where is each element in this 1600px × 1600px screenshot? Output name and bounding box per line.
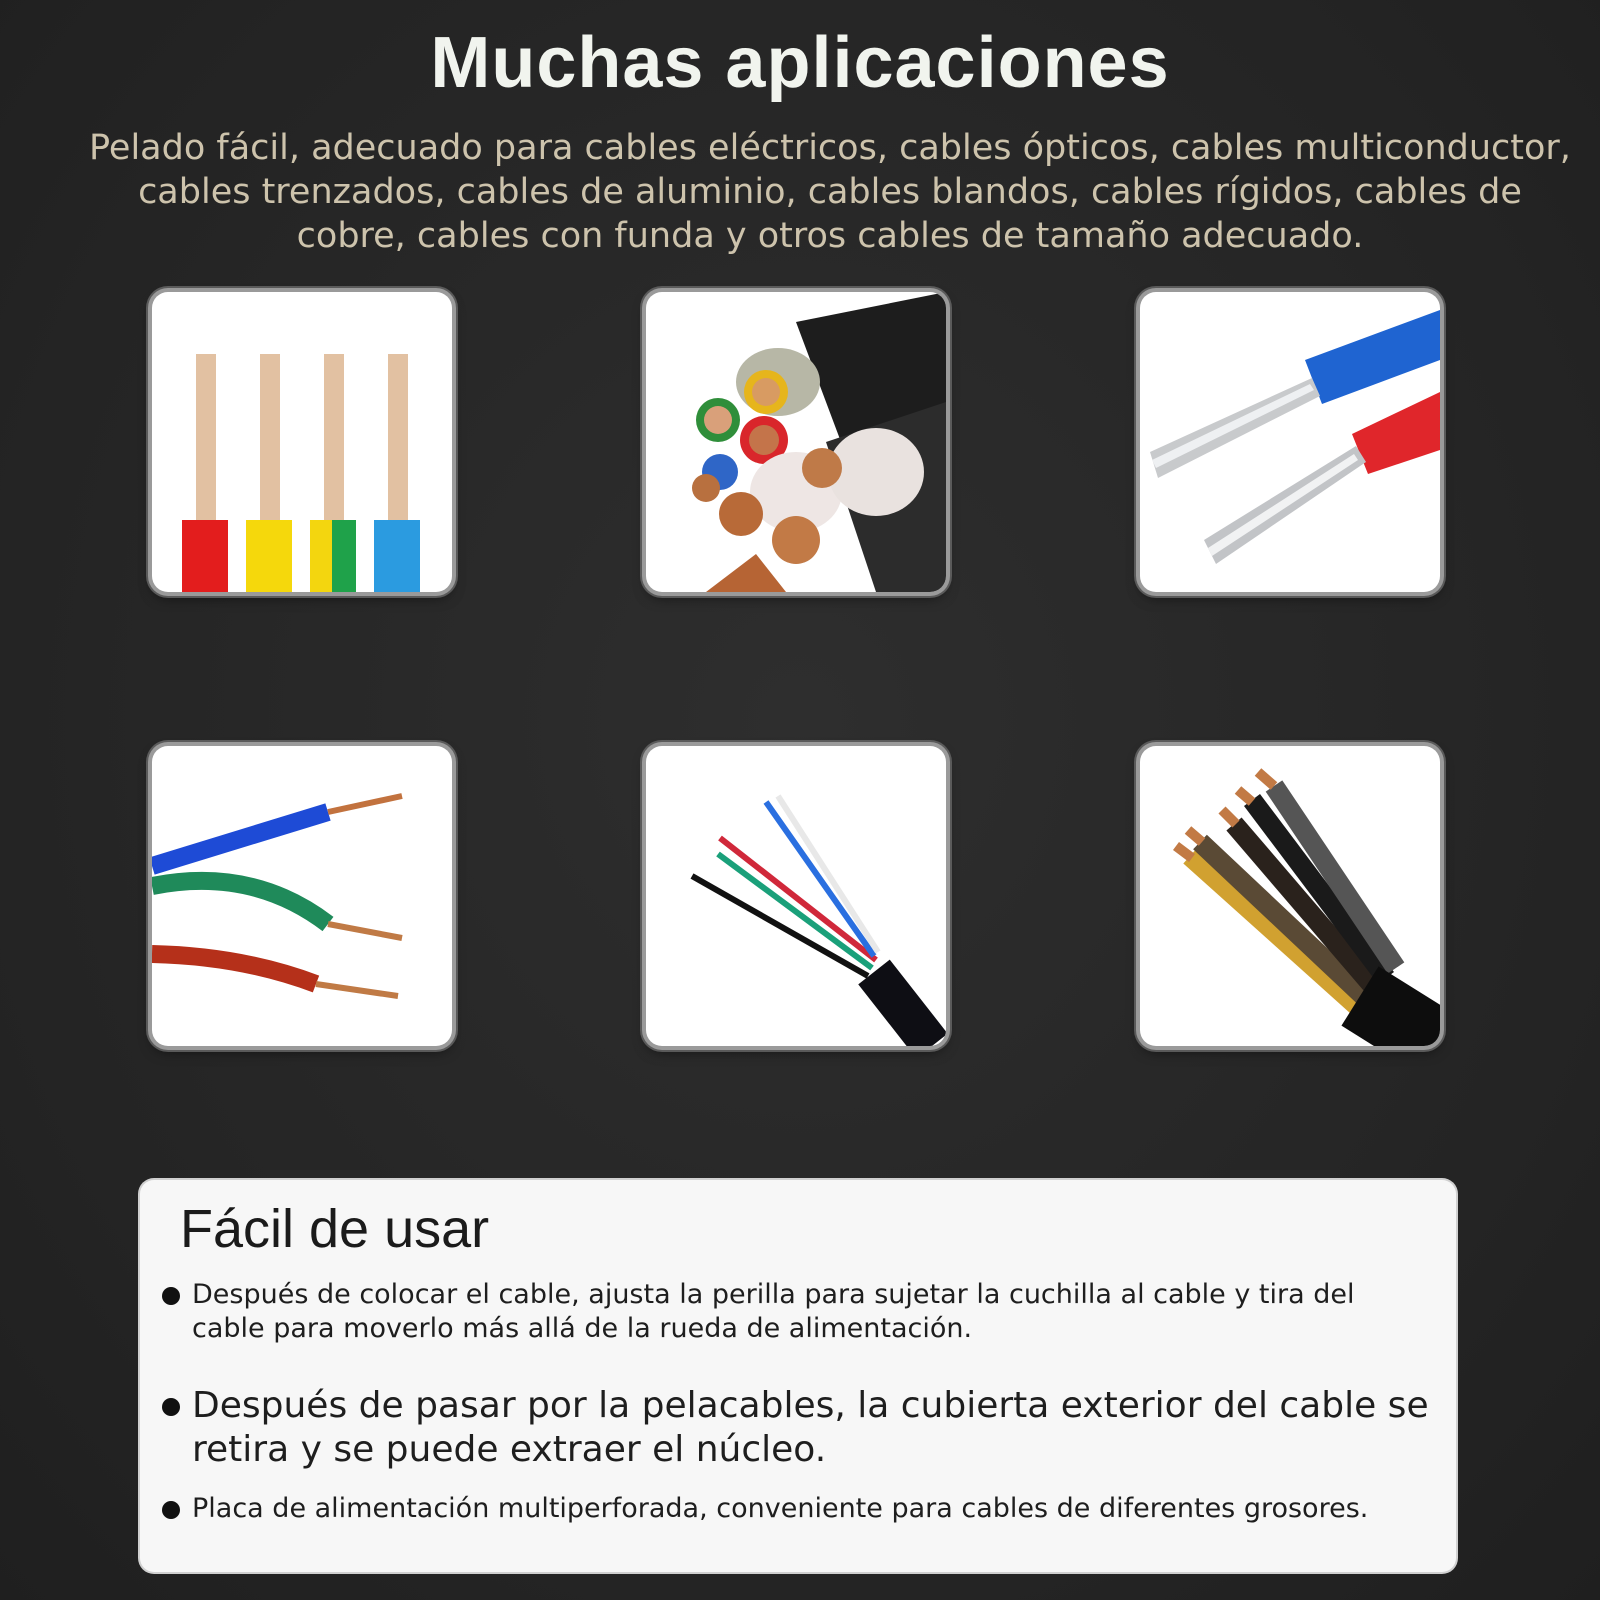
multicore-copper-power-cable-image <box>646 292 946 592</box>
list-item <box>162 1384 1432 1472</box>
bullet-text: Después de colocar el cable, ajusta la perilla para sujetar la cuchilla al cable y tira del cable para moverlo más allá de la rueda de alimentación. <box>192 1279 1355 1344</box>
aluminum-blue-red-wires-image <box>1140 292 1440 592</box>
black-sheathed-five-core-cable-image <box>1140 746 1440 1046</box>
list-item <box>162 1492 1432 1526</box>
panel-title: Fácil de usar <box>180 1199 490 1259</box>
blue-green-red-copper-wires-image <box>152 746 452 1046</box>
bullet-dot-icon <box>162 1501 180 1519</box>
colored-ferrule-wires-image <box>152 292 452 592</box>
bullet-text: Placa de alimentación multiperforada, conveniente para cables de diferentes grosores. <box>192 1493 1369 1524</box>
list-item <box>162 1278 1432 1346</box>
page-subtitle: Pelado fácil, adecuado para cables eléctricos, cables ópticos, cables multiconductor, cables trenzados, cables de aluminio, cables blandos, cables rígidos, cables de cobre, cables con funda y otros cables de tamaño adecuado. <box>89 128 1571 256</box>
black-multicolor-signal-cable-image <box>646 746 946 1046</box>
easy-to-use-panel <box>140 1180 1456 1572</box>
bullet-dot-icon <box>162 1398 180 1416</box>
page-title: Muchas aplicaciones <box>430 23 1170 103</box>
bullet-text: Después de pasar por la pelacables, la cubierta exterior del cable se retira y se puede extraer el núcleo. <box>192 1385 1429 1470</box>
bullet-dot-icon <box>162 1287 180 1305</box>
